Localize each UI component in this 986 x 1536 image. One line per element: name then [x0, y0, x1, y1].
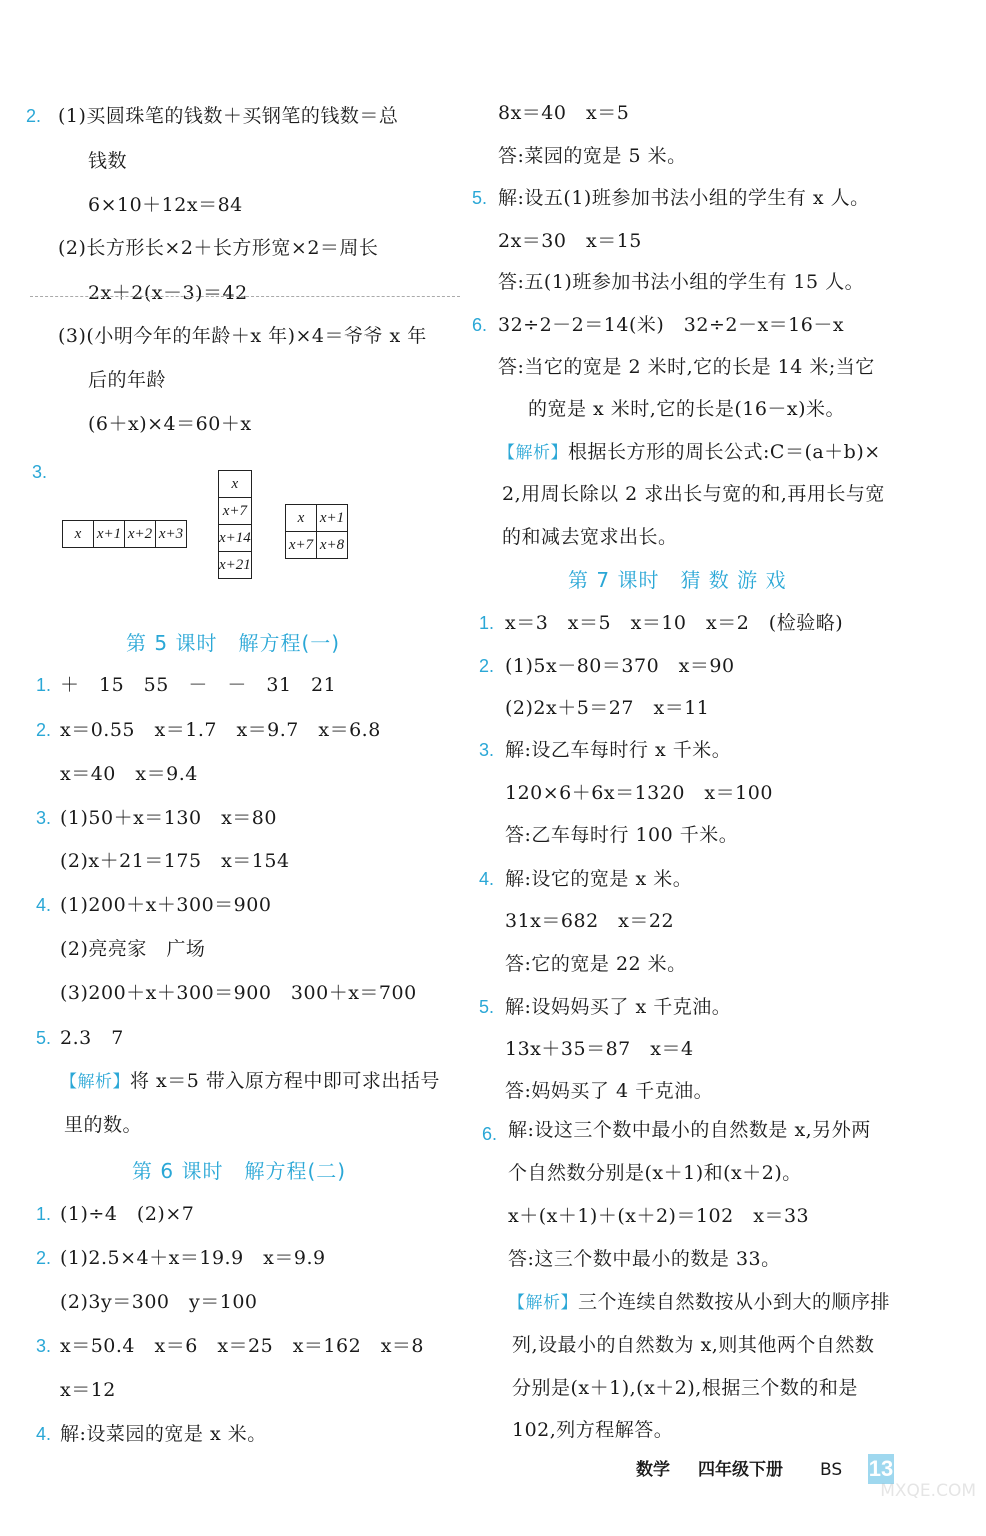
analysis-text: 将 x＝5 带入原方程中即可求出括号 — [130, 1070, 440, 1092]
item-text: x＝0.55 x＝1.7 x＝9.7 x＝6.8 — [60, 719, 381, 741]
grid-cell: x+7 — [219, 498, 252, 525]
item-text: 答:它的宽是 22 米。 — [505, 953, 687, 975]
item-number: 1. — [36, 1204, 52, 1224]
page-fold-divider — [30, 296, 460, 297]
item-text: 解:设这三个数中最小的自然数是 x,另外两 — [508, 1119, 871, 1141]
item-text: (2)x＋21＝175 x＝154 — [60, 850, 290, 872]
footer-edition: BS — [820, 1460, 843, 1480]
q3-column-grid — [218, 470, 252, 579]
item-text: 答:五(1)班参加书法小组的学生有 15 人。 — [498, 271, 865, 293]
item-text: 解:设它的宽是 x 米。 — [505, 868, 693, 890]
item-number: 5. — [36, 1028, 52, 1048]
item-text: 的宽是 x 米时,它的长是(16－x)米。 — [528, 398, 846, 420]
item-text: 120×6＋6x＝1320 x＝100 — [505, 782, 773, 804]
grid-cell: x+14 — [219, 525, 252, 552]
watermark: MXQE.COM — [880, 1481, 976, 1501]
item-number: 6. — [482, 1124, 498, 1144]
grid-cell: x+8 — [317, 532, 348, 559]
item-text: 答:妈妈买了 4 千克油。 — [505, 1080, 714, 1102]
grid-cell: x+21 — [219, 552, 252, 579]
lesson7-title: 第 7 课时 猜 数 游 戏 — [568, 568, 787, 592]
lesson7-analysis-line-3: 分别是(x＋1),(x＋2),根据三个数的和是 — [512, 1377, 858, 1399]
item-text: 31x＝682 x＝22 — [505, 910, 675, 932]
item-number: 6. — [472, 315, 488, 335]
item-number: 1. — [36, 675, 52, 695]
item-text: 解:设菜园的宽是 x 米。 — [60, 1423, 267, 1445]
item-text: 答:乙车每时行 100 千米。 — [505, 824, 739, 846]
grid-cell: x+1 — [317, 505, 348, 532]
item-text: x＋(x＋1)＋(x＋2)＝102 x＝33 — [508, 1205, 810, 1227]
item-text: 13x＋35＝87 x＝4 — [505, 1038, 694, 1060]
item-text: ＋ 15 55 － － 31 21 — [60, 674, 337, 696]
item-text: (1)200＋x＋300＝900 — [60, 894, 272, 916]
q2-line-6: (3)(小明今年的年龄＋x 年)×4＝爷爷 x 年 — [58, 325, 427, 347]
lesson7-analysis-line-1 — [508, 1290, 890, 1315]
item-text: (1)2.5×4＋x＝19.9 x＝9.9 — [60, 1247, 326, 1269]
item-text: x＝40 x＝9.4 — [60, 763, 198, 785]
q3-row-grid — [62, 520, 187, 548]
q2-line-3: 6×10＋12x＝84 — [88, 194, 243, 216]
analysis-text: 根据长方形的周长公式:C＝(a＋b)× — [568, 441, 881, 463]
item-text: 解:设乙车每时行 x 千米。 — [505, 739, 732, 761]
q3-number: 3. — [32, 462, 48, 482]
right-analysis-line-3: 的和减去宽求出长。 — [502, 526, 678, 548]
q3-square-grid — [285, 504, 348, 559]
item-number: 3. — [479, 740, 495, 760]
item-text: 答:菜园的宽是 5 米。 — [498, 145, 687, 167]
item-text: 2.3 7 — [60, 1027, 124, 1049]
item-text: 32÷2－2＝14(米) 32÷2－x＝16－x — [498, 314, 845, 336]
item-number: 2. — [36, 720, 52, 740]
lesson5-analysis-line-2: 里的数。 — [64, 1114, 143, 1136]
item-number: 5. — [472, 188, 488, 208]
grid-cell: x+7 — [286, 532, 317, 559]
item-text: 解:设五(1)班参加书法小组的学生有 x 人。 — [498, 187, 870, 209]
item-number: 4. — [36, 1424, 52, 1444]
lesson7-analysis-line-2: 列,设最小的自然数为 x,则其他两个自然数 — [512, 1334, 875, 1356]
item-text: (3)200＋x＋300＝900 300＋x＝700 — [60, 982, 417, 1004]
q2-line-2: 钱数 — [88, 150, 128, 172]
grid-cell: x+1 — [94, 521, 125, 548]
right-analysis-line-2: 2,用周长除以 2 求出长与宽的和,再用长与宽 — [502, 483, 885, 505]
grid-cell: x+2 — [125, 521, 156, 548]
item-number: 1. — [479, 613, 495, 633]
q2-line-8: (6＋x)×4＝60＋x — [88, 413, 252, 435]
item-number: 2. — [479, 656, 495, 676]
page-number: 13 — [868, 1454, 894, 1484]
grid-cell: x — [219, 471, 252, 498]
analysis-tag: 【解析】 — [508, 1293, 578, 1313]
analysis-tag: 【解析】 — [60, 1072, 130, 1092]
q2-line-7: 后的年龄 — [88, 369, 167, 391]
q2-number: 2. — [26, 106, 42, 126]
item-text: (2)2x＋5＝27 x＝11 — [505, 697, 710, 719]
footer-grade: 四年级下册 — [698, 1460, 783, 1480]
item-number: 3. — [36, 1336, 52, 1356]
lesson7-analysis-line-4: 102,列方程解答。 — [512, 1419, 674, 1441]
analysis-text: 三个连续自然数按从小到大的顺序排 — [578, 1291, 891, 1313]
q2-line-4: (2)长方形长×2＋长方形宽×2＝周长 — [58, 237, 379, 259]
item-text: 8x＝40 x＝5 — [498, 102, 630, 124]
right-analysis-line-1 — [498, 440, 881, 465]
item-text: (2)3y＝300 y＝100 — [60, 1291, 258, 1313]
q2-line-5: 2x＋2(x－3)＝42 — [88, 282, 248, 304]
item-number: 5. — [479, 997, 495, 1017]
item-text: 答:当它的宽是 2 米时,它的长是 14 米;当它 — [498, 356, 875, 378]
item-text: (1)5x－80＝370 x＝90 — [505, 655, 735, 677]
grid-cell: x+3 — [156, 521, 187, 548]
lesson5-analysis-line-1 — [60, 1069, 440, 1094]
grid-cell: x — [63, 521, 94, 548]
lesson5-title: 第 5 课时 解方程(一) — [126, 631, 341, 655]
item-text: x＝50.4 x＝6 x＝25 x＝162 x＝8 — [60, 1335, 425, 1357]
item-text: (2)亮亮家 广场 — [60, 938, 206, 960]
item-text: x＝12 — [60, 1379, 116, 1401]
grid-cell: x — [286, 505, 317, 532]
item-text: 解:设妈妈买了 x 千克油。 — [505, 996, 732, 1018]
item-text: 答:这三个数中最小的数是 33。 — [508, 1248, 781, 1270]
footer-subject: 数学 — [636, 1460, 670, 1480]
item-number: 3. — [36, 808, 52, 828]
lesson6-title: 第 6 课时 解方程(二) — [132, 1159, 347, 1183]
item-number: 4. — [479, 869, 495, 889]
item-number: 2. — [36, 1248, 52, 1268]
analysis-tag: 【解析】 — [498, 443, 568, 463]
item-text: (1)50＋x＝130 x＝80 — [60, 807, 277, 829]
item-number: 4. — [36, 895, 52, 915]
item-text: (1)÷4 (2)×7 — [60, 1203, 195, 1225]
q2-line-1: (1)买圆珠笔的钱数＋买钢笔的钱数＝总 — [58, 105, 399, 127]
item-text: 个自然数分别是(x＋1)和(x＋2)。 — [508, 1162, 802, 1184]
item-text: x＝3 x＝5 x＝10 x＝2 (检验略) — [505, 612, 844, 634]
item-text: 2x＝30 x＝15 — [498, 230, 642, 252]
